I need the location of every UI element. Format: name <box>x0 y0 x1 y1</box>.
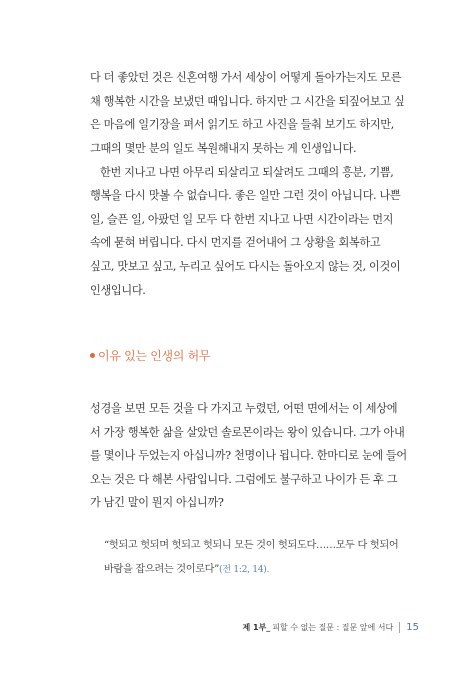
text-line: 일, 슬픈 일, 아팠던 일 모두 다 한번 지나고 나면 시간이라는 먼지 <box>90 212 394 226</box>
text-line: 성경을 보면 모든 것을 다 가지고 누렸던, 어떤 면에서는 이 세상에 <box>90 402 398 415</box>
scripture-reference: (전 1:2, 14). <box>219 564 270 575</box>
text-line: 그때의 몇만 분의 일도 복원해내지 못하는 게 인생입니다. <box>90 142 357 155</box>
quote-line: “헛되고 헛되며 헛되고 헛되니 모든 것이 헛되도다……모두 다 헛되어 <box>104 540 399 551</box>
text-line: 인생입니다. <box>90 283 146 297</box>
text-line: 다 더 좋았던 것은 신혼여행 가서 세상이 어떻게 돌아가는지도 모른 <box>90 71 402 84</box>
section-heading-text: 이유 있는 인생의 허무 <box>98 349 211 363</box>
footer-divider <box>399 622 400 633</box>
page-footer <box>242 622 419 633</box>
body-paragraph-2 <box>90 137 400 302</box>
text-line: 를 몇이나 두었는지 아십니까? 천명이나 됩니다. 한마디로 눈에 들어 <box>90 449 407 463</box>
page-number: 15 <box>406 622 419 633</box>
body-paragraph-3 <box>90 397 407 515</box>
text-line: 은 마음에 일기장을 펴서 읽기도 하고 사진을 들춰 보기도 하지만, <box>90 118 394 132</box>
bullet-dot-icon <box>90 353 95 358</box>
footer-part-label: 제 1부_ <box>242 623 271 632</box>
text-line: 서 가장 행복한 삶을 살았던 솔로몬이라는 왕이 있습니다. 그가 아내 <box>90 425 405 439</box>
quote-line: 바람을 잡으려는 것이로다” <box>104 564 220 575</box>
text-line: 싶고, 맛보고 싶고, 누리고 싶어도 다시는 돌아오지 않는 것, 이것이 <box>90 259 401 273</box>
body-paragraph-1 <box>90 66 405 137</box>
section-heading <box>90 347 210 364</box>
quote-line-with-reference <box>104 558 404 582</box>
scripture-quote <box>104 534 404 582</box>
text-line: 채 행복한 시간을 보냈던 때입니다. 하지만 그 시간을 되짚어보고 싶 <box>90 94 405 108</box>
footer-title: 피할 수 없는 질문 : 질문 앞에 서다 <box>272 623 394 632</box>
text-line: 속에 묻혀 버립니다. 다시 먼지를 걷어내어 그 상황을 회복하고 <box>90 236 381 250</box>
text-line: 행복을 다시 맛볼 수 없습니다. 좋은 일만 그런 것이 아닙니다. 나쁜 <box>90 189 401 203</box>
text-line: 가 남긴 말이 뭔지 아십니까? <box>90 496 224 510</box>
text-line: 한번 지나고 나면 아무리 되살리고 되살려도 그때의 흥분, 기쁨, <box>100 165 394 179</box>
text-line: 오는 것은 다 해본 사람입니다. 그럼에도 불구하고 나이가 든 후 그 <box>90 472 398 486</box>
